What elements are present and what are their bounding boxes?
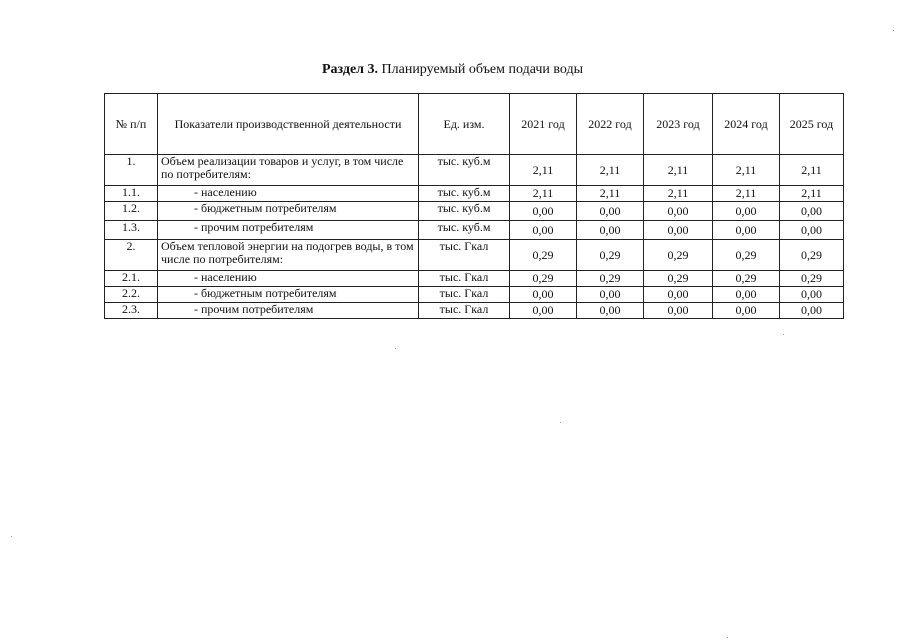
row-num: 2.1. (105, 271, 158, 287)
row-value-2025: 2,11 (780, 155, 844, 186)
table-row (105, 186, 844, 202)
row-value-2023: 2,11 (644, 155, 713, 186)
row-value-2021: 0,00 (510, 303, 577, 319)
scan-speck (11, 536, 12, 537)
header-year-2022: 2022 год (577, 94, 644, 155)
row-value-2021: 0,00 (510, 202, 577, 221)
table-row (105, 202, 844, 221)
row-indicator: Объем тепловой энергии на подогрев воды, в том числе по потребителям: (158, 240, 419, 271)
row-value-2025: 0,00 (780, 221, 844, 240)
header-year-2024: 2024 год (713, 94, 780, 155)
table-row (105, 287, 844, 303)
row-value-2025: 0,29 (780, 240, 844, 271)
row-value-2023: 0,00 (644, 287, 713, 303)
table-row (105, 221, 844, 240)
row-indicator: - бюджетным потребителям (158, 202, 419, 221)
row-value-2022: 2,11 (577, 155, 644, 186)
row-indicator: - прочим потребителям (158, 303, 419, 319)
row-value-2025: 2,11 (780, 186, 844, 202)
row-num: 2.2. (105, 287, 158, 303)
row-value-2024: 0,00 (713, 221, 780, 240)
row-indicator: - населению (158, 186, 419, 202)
scan-speck (560, 422, 561, 423)
row-value-2021: 2,11 (510, 155, 577, 186)
row-value-2022: 0,00 (577, 287, 644, 303)
row-indicator: - бюджетным потребителям (158, 287, 419, 303)
row-value-2024: 2,11 (713, 186, 780, 202)
row-value-2021: 2,11 (510, 186, 577, 202)
header-row (105, 94, 844, 155)
row-num: 2. (105, 240, 158, 271)
row-value-2024: 0,00 (713, 202, 780, 221)
header-year-2023: 2023 год (644, 94, 713, 155)
scan-speck (783, 334, 784, 335)
row-value-2021: 0,29 (510, 271, 577, 287)
row-value-2024: 2,11 (713, 155, 780, 186)
row-unit: тыс. куб.м (419, 221, 510, 240)
table-row (105, 155, 844, 186)
row-num: 1.2. (105, 202, 158, 221)
row-value-2021: 0,00 (510, 287, 577, 303)
water-supply-table (104, 93, 844, 319)
row-value-2022: 0,00 (577, 202, 644, 221)
scan-speck (893, 30, 894, 31)
header-year-2025: 2025 год (780, 94, 844, 155)
row-indicator: - прочим потребителям (158, 221, 419, 240)
scan-speck (395, 348, 396, 349)
row-value-2025: 0,00 (780, 303, 844, 319)
header-year-2021: 2021 год (510, 94, 577, 155)
row-value-2023: 0,00 (644, 202, 713, 221)
row-value-2021: 0,00 (510, 221, 577, 240)
row-num: 1.3. (105, 221, 158, 240)
row-unit: тыс. куб.м (419, 202, 510, 221)
row-value-2023: 0,00 (644, 221, 713, 240)
row-value-2024: 0,29 (713, 240, 780, 271)
row-value-2023: 0,29 (644, 271, 713, 287)
row-value-2021: 0,29 (510, 240, 577, 271)
row-value-2022: 2,11 (577, 186, 644, 202)
row-value-2022: 0,00 (577, 221, 644, 240)
row-value-2024: 0,29 (713, 271, 780, 287)
row-value-2025: 0,29 (780, 271, 844, 287)
row-unit: тыс. куб.м (419, 186, 510, 202)
row-num: 1. (105, 155, 158, 186)
header-num: № п/п (105, 94, 158, 155)
row-value-2022: 0,00 (577, 303, 644, 319)
section-number: Раздел 3. (321, 62, 379, 77)
scan-speck (727, 637, 728, 638)
row-num: 2.3. (105, 303, 158, 319)
row-unit: тыс. куб.м (419, 155, 510, 186)
table-row (105, 303, 844, 319)
row-indicator: - населению (158, 271, 419, 287)
row-unit: тыс. Гкал (419, 271, 510, 287)
row-value-2023: 2,11 (644, 186, 713, 202)
row-unit: тыс. Гкал (419, 303, 510, 319)
row-unit: тыс. Гкал (419, 287, 510, 303)
section-name: Планируемый объем подачи воды (378, 62, 584, 77)
row-value-2025: 0,00 (780, 287, 844, 303)
row-unit: тыс. Гкал (419, 240, 510, 271)
row-value-2023: 0,29 (644, 240, 713, 271)
header-unit: Ед. изм. (419, 94, 510, 155)
row-value-2024: 0,00 (713, 287, 780, 303)
row-value-2025: 0,00 (780, 202, 844, 221)
table-row (105, 271, 844, 287)
row-value-2022: 0,29 (577, 271, 644, 287)
row-num: 1.1. (105, 186, 158, 202)
row-indicator: Объем реализации товаров и услуг, в том числе по потребителям: (158, 155, 419, 186)
header-indicator: Показатели производственной деятельности (158, 94, 419, 155)
table-row (105, 240, 844, 271)
section-title (0, 62, 905, 78)
row-value-2024: 0,00 (713, 303, 780, 319)
row-value-2023: 0,00 (644, 303, 713, 319)
row-value-2022: 0,29 (577, 240, 644, 271)
